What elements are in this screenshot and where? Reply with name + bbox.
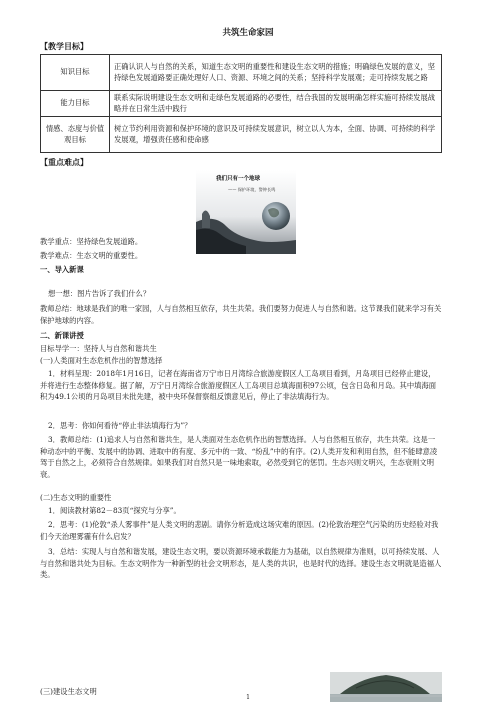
material-paragraph: 1．材料呈现：2018年1月16日，记者在海南省万宁市日月湾综合旅游度假区人工岛项目看到，月岛项目已经停止建设，并将进行生态整体修复。据了解，万宁日月湾综合旅游度假区人工岛项目总填海面积97公顷，包含日岛和月岛。其中填海面积为49.1公顷的月岛项目未批先建，被中央环保督察组反馈意见后，停止了非法填海行为。 [40, 369, 437, 401]
conclusion-paragraph: 3．总结：实现人与自然和谐发展，建设生态文明，要以资源环境承载能力为基础，以自然规律为准则，以可持续发展、人与自然和谐共处为目标。生态文明作为一种新型的社会文明形态，是人类的共识，也是时代的选择。建设生态文明就是造福人类。 [40, 547, 442, 579]
subsection-2: (二)生态文明的重要性 [40, 493, 112, 502]
section-heading-goals: 【教学目标】 [40, 42, 88, 51]
table-row [41, 91, 442, 117]
goals-table [40, 54, 442, 153]
table-cell-label: 情感、态度与价值观目标 [41, 117, 110, 153]
think-paragraph: 2．思考：你如何看待“停止非法填海行为”？ [48, 421, 192, 430]
difficulty-text: 教学难点：生态文明的重要性。 [40, 251, 143, 260]
table-cell-content: 正确认识人与自然的关系，知道生态文明的重要性和建设生态文明的措施；明确绿色发展的意义，坚持绿色发展道路要正确处理好人口、资源、环境之间的关系；坚持科学发展观；走可持续发展之路 [110, 55, 442, 91]
table-cell-content: 联系实际说明建设生态文明和走绿色发展道路的必要性，结合我国的发展明确怎样实施可持续发展战略并在日常生活中践行 [110, 91, 442, 117]
subsection-1: (一)人类面对生态危机作出的智慧选择 [40, 356, 163, 365]
photo-caption-subtitle: —— 保护环境，警钟长鸣 [228, 187, 276, 192]
heading-intro: 一、导入新课 [40, 265, 84, 274]
key-point-text: 教学重点：坚持绿色发展道路。 [40, 237, 143, 246]
table-row [41, 55, 442, 91]
subsection-3: (三)建设生态文明 [40, 687, 97, 696]
think-question: 想一想：图片告诉了我们什么？ [48, 289, 151, 298]
reading-instruction: 1．阅读教材第82－83页“探究与分享”。 [48, 506, 181, 515]
intro-summary: 教师总结：地球是我们的唯一家园，人与自然相互依存，共生共荣。我们要努力促进人与自然和谐。这节课我们就来学习有关保护地球的内容。 [40, 304, 442, 325]
teacher-summary-paragraph: 3．教师总结：(1)追求人与自然和谐共生，是人类面对生态危机作出的智慧选择。人与自然相互依存，共生共荣。这是一种动态中的平衡、发展中的协调、进取中的有度、多元中的一致、“纷乱”中的有序。(2)人类开发和利用自然，但不能肆意凌驾于自然之上，必须符合自然规律。如果我们对自然只是一味地索取，必然受到它的惩罚。生态兴则文明兴，生态衰则文明衰。 [40, 435, 438, 479]
table-cell-label: 知识目标 [41, 55, 110, 91]
section-heading-key-points: 【重点难点】 [40, 158, 88, 167]
guide-goal-1: 目标导学一：坚持人与自然和谐共生 [40, 344, 157, 353]
table-row [41, 117, 442, 153]
table-cell-content: 树立节约利用资源和保护环境的意识及可持续发展意识，树立以人为本，全面、协调、可持续的科学发展观，增强责任感和使命感 [110, 117, 442, 153]
photo-caption-title: 我们只有一个地球 [216, 176, 261, 182]
page-title: 共筑生命家园 [222, 28, 274, 38]
table-cell-label: 能力目标 [41, 91, 110, 117]
reflection-questions: 2．思考：(1)伦敦“杀人雾事件”是人类文明的悲剧。请你分析造成这场灾难的原因。(2)伦敦治理空气污染的历史经验对我们今天治理雾霾有什么启发？ [40, 520, 439, 541]
heading-new-lesson: 二、新课讲授 [40, 331, 84, 340]
page-number: 1 [246, 694, 250, 701]
